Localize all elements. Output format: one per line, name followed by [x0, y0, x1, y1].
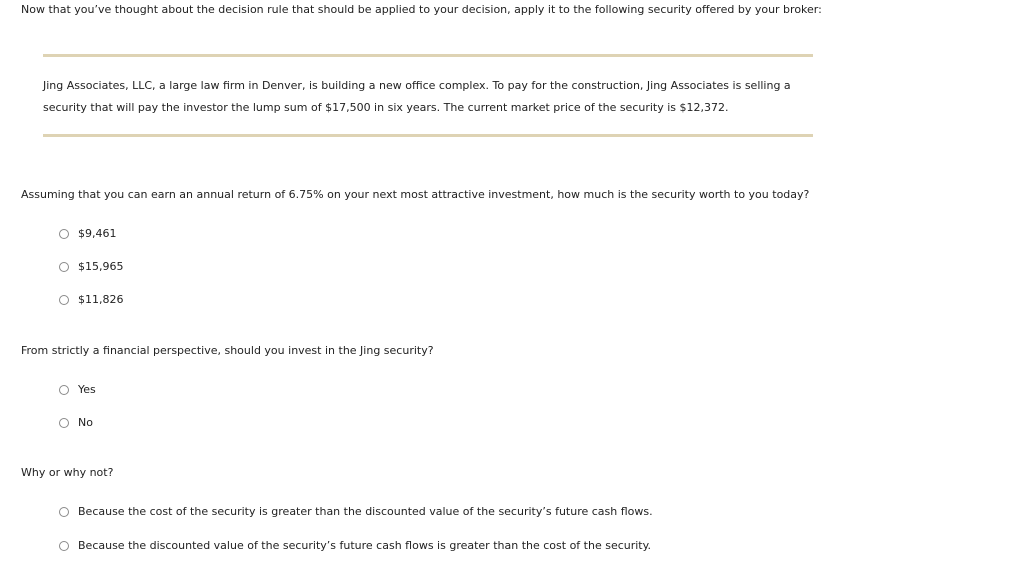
radio-button[interactable]: [59, 262, 69, 272]
intro-text: Now that you’ve thought about the decision rule that should be applied to your decision, apply it to the following security offered by your broker:: [21, 3, 822, 16]
option-value-greater[interactable]: [59, 539, 651, 552]
option-label: $11,826: [78, 293, 124, 306]
scenario-line-2: security that will pay the investor the lump sum of $17,500 in six years. The current market price of the security is $12,372.: [43, 101, 729, 114]
question-1-prompt: Assuming that you can earn an annual return of 6.75% on your next most attractive investment, how much is the security worth to you today?: [21, 188, 810, 201]
option-label: Yes: [78, 383, 96, 396]
option-label: $15,965: [78, 260, 124, 273]
option-label: No: [78, 416, 93, 429]
scenario-line-1: Jing Associates, LLC, a large law firm in Denver, is building a new office complex. To pay for the construction, Jing Associates is selling a: [43, 79, 791, 92]
question-2-prompt: From strictly a financial perspective, should you invest in the Jing security?: [21, 344, 434, 357]
top-divider: [43, 54, 813, 57]
option-yes[interactable]: [59, 383, 96, 396]
radio-button[interactable]: [59, 295, 69, 305]
option-value-9461[interactable]: [59, 227, 117, 240]
radio-button[interactable]: [59, 385, 69, 395]
radio-button[interactable]: [59, 418, 69, 428]
option-label: $9,461: [78, 227, 117, 240]
bottom-divider: [43, 134, 813, 137]
question-3-prompt: Why or why not?: [21, 466, 114, 479]
option-value-15965[interactable]: [59, 260, 124, 273]
radio-button[interactable]: [59, 507, 69, 517]
radio-button[interactable]: [59, 229, 69, 239]
option-cost-greater[interactable]: [59, 505, 653, 518]
option-no[interactable]: [59, 416, 93, 429]
option-label: Because the cost of the security is greater than the discounted value of the security’s future cash flows.: [78, 505, 653, 518]
option-label: Because the discounted value of the security’s future cash flows is greater than the cost of the security.: [78, 539, 652, 552]
radio-button[interactable]: [59, 541, 69, 551]
option-value-11826[interactable]: [59, 293, 124, 306]
